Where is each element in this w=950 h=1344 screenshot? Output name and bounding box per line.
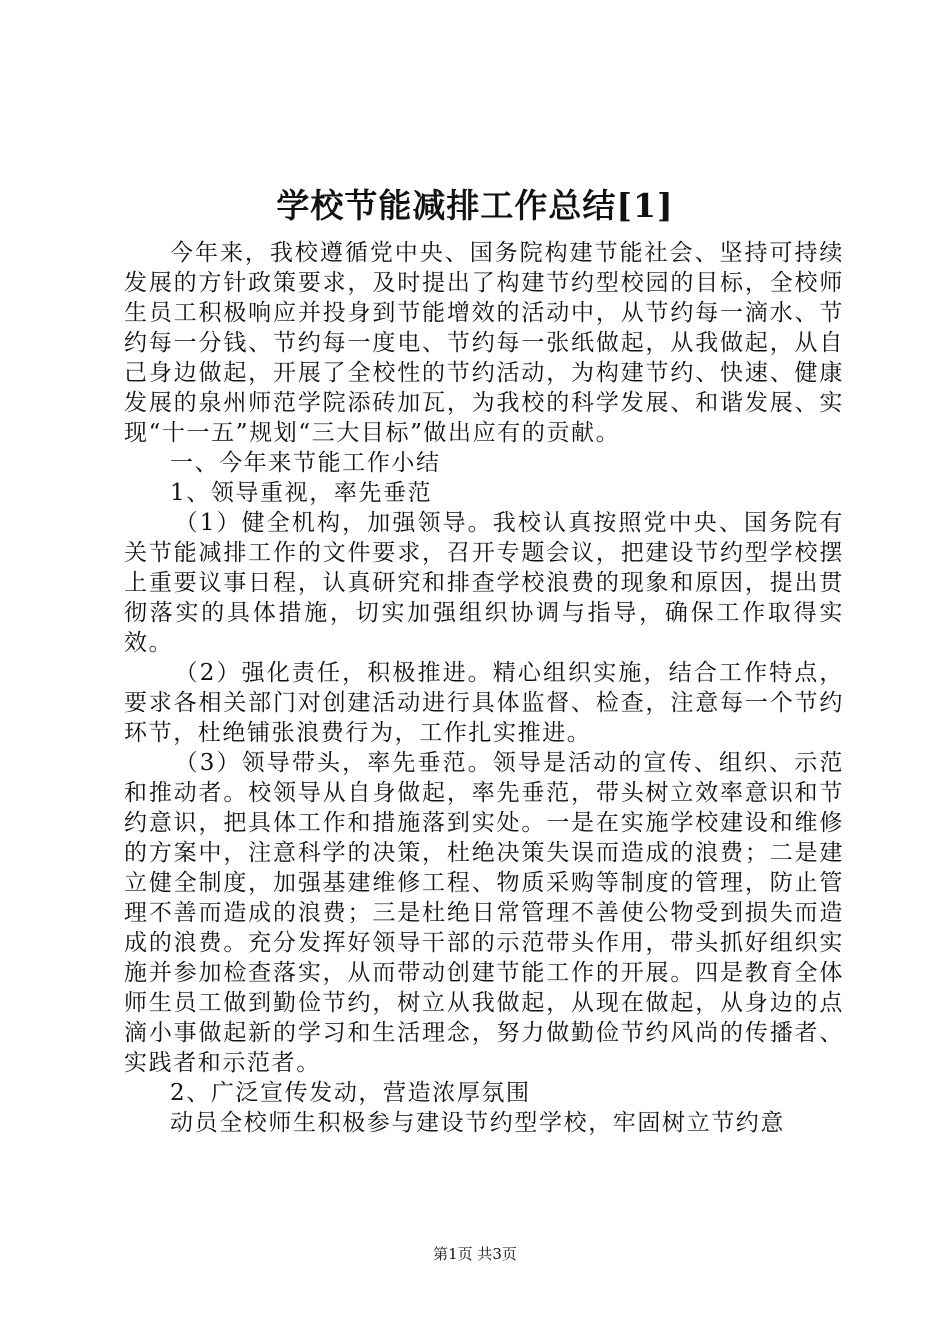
document-title: 学校节能减排工作总结[1] (276, 186, 674, 225)
subsection-heading-leadership: 1、领导重视，率先垂范 (170, 480, 433, 506)
intro-paragraph: 今年来，我校遵循党中央、国务院构建节能社会、坚持可持续发展的方针政策要求，及时提出了构建节约型校园的目标，全校师生员工积极响应并投身到节能增效的活动中，从节约每一滴水、节约每一分钱、节约每一度电、节约每一张纸做起，从我做起，从自己身边做起，开展了全校性的节约活动，为构建节约、快速、健康发展的泉州师范学院添砖加瓦，为我校的科学发展、和谐发展、实现“十一五”规划“三大目标”做出应有的贡献。 (124, 240, 844, 446)
paragraph-leading-example: （3）领导带头，率先垂范。领导是活动的宣传、组织、示范和推动者。校领导从自身做起，率先垂范，带头树立效率意识和节约意识，把具体工作和措施落到实处。一是在实施学校建设和维修的方案中，注意科学的决策，杜绝决策失误而造成的浪费；二是建立健全制度，加强基建维修工程、物质采购等制度的管理，防止管理不善而造成的浪费；三是杜绝日常管理不善使公物受到损失而造成的浪费。充分发挥好领导干部的示范带头作用，带头抓好组织实施并参加检查落实，从而带动创建节能工作的开展。四是教育全体师生员工做到勤俭节约，树立从我做起，从现在做起，从身边的点滴小事做起新的学习和生活理念，努力做勤俭节约风尚的传播者、实践者和示范者。 (124, 750, 844, 1076)
paragraph-organization: （1）健全机构，加强领导。我校认真按照党中央、国务院有关节能减排工作的文件要求，召开专题会议，把建设节约型学校摆上重要议事日程，认真研究和排查学校浪费的现象和原因，提出贯彻落实的具体措施，切实加强组织协调与指导，确保工作取得实效。 (124, 510, 844, 656)
subsection-heading-publicity: 2、广泛宣传发动，营造浓厚氛围 (170, 1080, 531, 1106)
document-body (124, 238, 844, 1138)
paragraph-responsibility: （2）强化责任，积极推进。精心组织实施，结合工作特点，要求各相关部门对创建活动进行具体监督、检查，注意每一个节约环节，杜绝铺张浪费行为，工作扎实推进。 (124, 660, 844, 746)
page-number-footer: 第1页 共3页 (433, 1245, 517, 1263)
paragraph-mobilization: 动员全校师生积极参与建设节约型学校，牢固树立节约意 (170, 1110, 785, 1136)
section-heading-summary: 一、今年来节能工作小结 (170, 450, 441, 476)
